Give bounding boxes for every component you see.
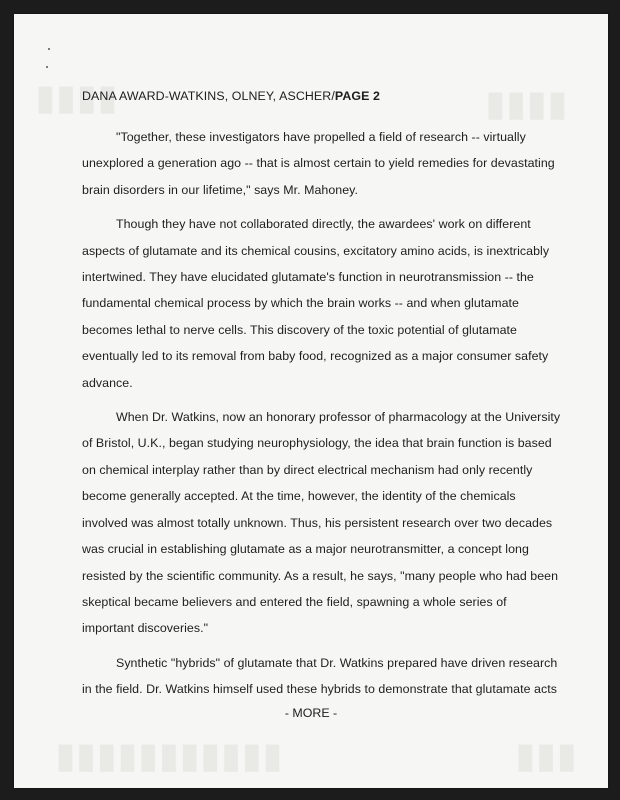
- header-names: DANA AWARD-WATKINS, OLNEY, ASCHER/: [82, 89, 335, 103]
- header-page-number: PAGE 2: [334, 89, 381, 103]
- paragraph-collaboration: Though they have not collaborated directly, the awardees' work on different aspects of glutamate and its chemical cousins, excitatory amino acids, is inextricably intertwined. They have elucidated glutamate's function in neurotransmission -- the fundamental chemical process by which the brain works -- and when glutamate becomes lethal to nerve cells. This discovery of the toxic potential of glutamate eventually led to its removal from baby food, recognized as a major consumer safety advance.: [82, 217, 550, 390]
- paragraph-hybrids: Synthetic "hybrids" of glutamate that Dr. Watkins prepared have driven research in the field. Dr. Watkins himself used these hybrids to demonstrate that glutamate acts: [82, 655, 558, 697]
- page-header: [82, 88, 562, 104]
- paragraph-watkins: When Dr. Watkins, now an honorary professor of pharmacology at the University of Bristol, U.K., began studying neurophysiology, the idea that brain function is based on chemical interplay rather than by direct electrical mechanism had only recently become generally accepted. At the time, however, the identity of the chemicals involved was almost totally unknown. Thus, his persistent research over two decades was crucial in establishing glutamate as a major neurotransmitter, a concept long resisted by the scientific community. As a result, he says, "many people who had been skeptical became believers and entered the field, spawning a whole series of important discoveries.": [82, 410, 561, 636]
- show-through-ghost: ▮▮▮▮: [484, 85, 567, 123]
- document-body: [82, 88, 562, 711]
- document-page: [14, 14, 608, 788]
- show-through-ghost: ▮▮▮: [514, 737, 577, 775]
- show-through-ghost: ▮▮▮▮▮▮▮▮▮▮▮: [54, 737, 282, 775]
- paper-specks: [46, 46, 52, 70]
- footer-more: - MORE -: [284, 706, 338, 720]
- show-through-ghost: ▮▮▮▮: [34, 79, 117, 117]
- paragraph-quote: "Together, these investigators have propelled a field of research -- virtually unexplored a generation ago -- that is almost certain to yield remedies for devastating brain disorders in our lifetime," says Mr. Mahoney.: [82, 130, 555, 197]
